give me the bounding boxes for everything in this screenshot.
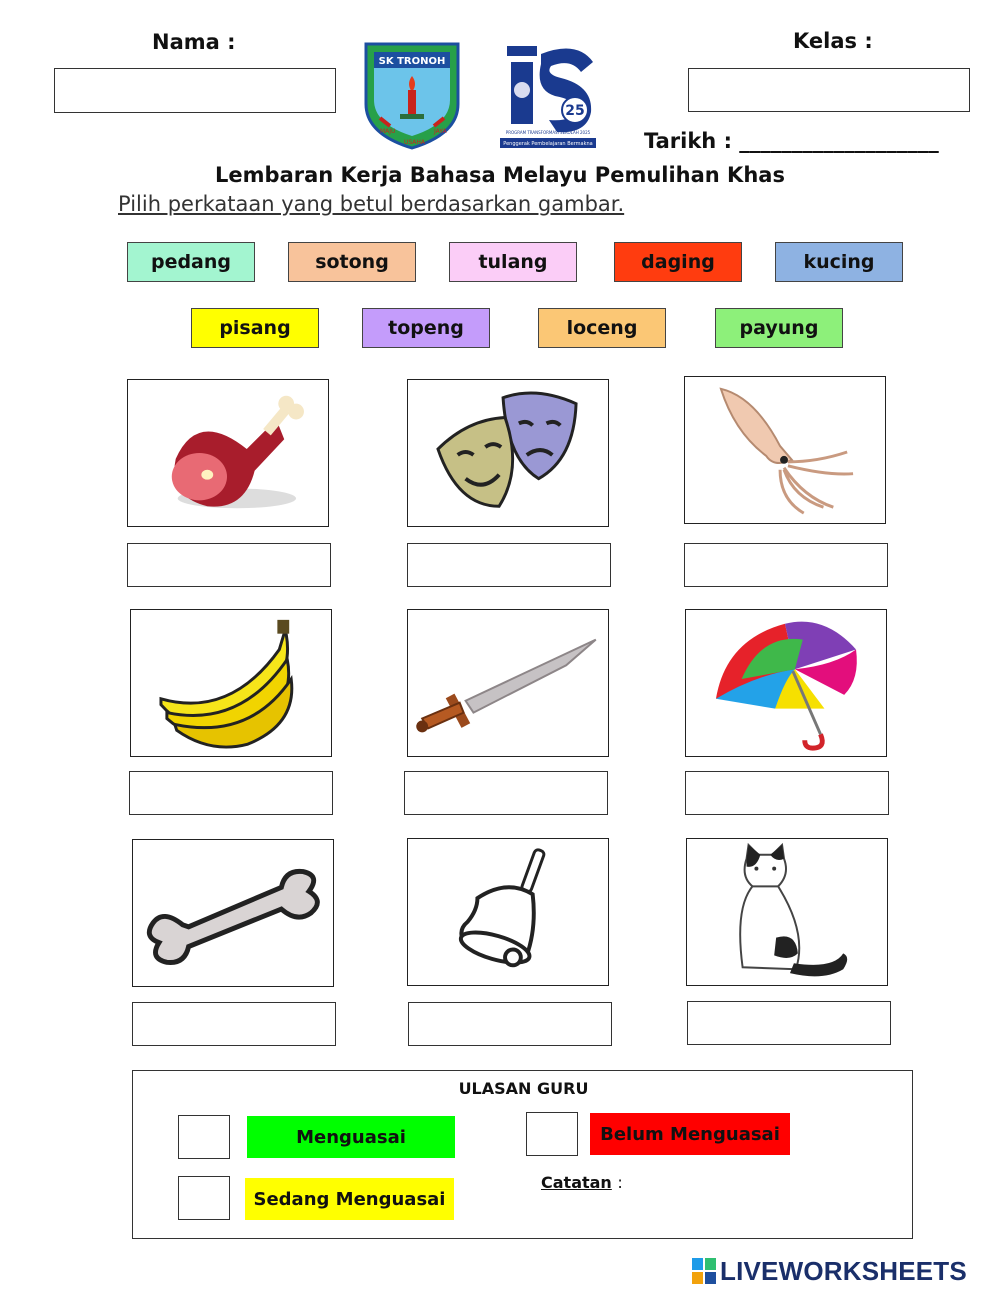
- pts-caption: PROGRAM TRANSFORMASI SEKOLAH 2025: [505, 130, 591, 135]
- banana-icon: [131, 610, 331, 756]
- answer-banana[interactable]: [129, 771, 333, 815]
- word-tulang[interactable]: [449, 242, 577, 282]
- notes-label-wrap: [541, 1173, 623, 1192]
- bell-picture: [407, 838, 609, 986]
- word-label: tulang: [478, 251, 548, 273]
- word-pisang[interactable]: [191, 308, 319, 348]
- liveworksheets-brand: LIVEWORKSHEETS: [720, 1255, 967, 1286]
- word-label: sotong: [315, 251, 389, 273]
- name-label: Nama :: [152, 30, 236, 54]
- word-payung[interactable]: [715, 308, 843, 348]
- word-label: pedang: [150, 251, 232, 273]
- answer-meat[interactable]: [127, 543, 331, 587]
- crest-motto-2: USAHA: [404, 139, 426, 146]
- liveworksheets-mark-icon: [692, 1258, 716, 1284]
- word-label: kucing: [803, 251, 875, 273]
- review-title: ULASAN GURU: [458, 1079, 589, 1098]
- word-topeng[interactable]: [362, 308, 490, 348]
- answer-bell[interactable]: [408, 1002, 612, 1046]
- answer-cat[interactable]: [687, 1001, 891, 1045]
- pts-logo: [497, 40, 599, 152]
- sword-icon: [408, 610, 608, 756]
- in-progress-label: Sedang Menguasai: [245, 1178, 454, 1220]
- class-input[interactable]: [688, 68, 970, 112]
- word-label: daging: [641, 251, 715, 273]
- theatre-masks-icon: [408, 380, 608, 526]
- word-pedang[interactable]: [127, 242, 255, 282]
- word-loceng[interactable]: [538, 308, 666, 348]
- cat-icon: [687, 839, 887, 985]
- bone-picture: [132, 839, 334, 987]
- name-input[interactable]: [54, 68, 336, 113]
- instructions: Pilih perkataan yang betul berdasarkan gambar.: [118, 192, 625, 216]
- school-crest-logo: [360, 38, 464, 150]
- meat-icon: [128, 380, 328, 526]
- mastered-checkbox[interactable]: [178, 1115, 230, 1159]
- masks-picture: [407, 379, 609, 527]
- word-daging[interactable]: [614, 242, 742, 282]
- meat-picture: [127, 379, 329, 527]
- answer-sword[interactable]: [404, 771, 608, 815]
- answer-bone[interactable]: [132, 1002, 336, 1046]
- bell-icon: [408, 839, 608, 985]
- sword-picture: [407, 609, 609, 757]
- word-sotong[interactable]: [288, 242, 416, 282]
- date-label: Tarikh : ___________________: [644, 129, 939, 153]
- in-progress-checkbox[interactable]: [178, 1176, 230, 1220]
- class-label: Kelas :: [793, 29, 873, 53]
- word-label: loceng: [566, 317, 638, 339]
- mastered-label: Menguasai: [247, 1116, 455, 1158]
- word-label: payung: [739, 317, 819, 339]
- answer-squid[interactable]: [684, 543, 888, 587]
- squid-icon: [685, 377, 885, 523]
- banana-picture: [130, 609, 332, 757]
- liveworksheets-logo: [692, 1256, 992, 1286]
- answer-masks[interactable]: [407, 543, 611, 587]
- squid-picture: [684, 376, 886, 524]
- cat-picture: [686, 838, 888, 986]
- umbrella-icon: [686, 610, 886, 756]
- word-label: topeng: [388, 317, 464, 339]
- pts-tagline: Penggerak Pembelajaran Bermakna: [503, 141, 593, 147]
- word-label: pisang: [219, 317, 291, 339]
- bone-icon: [133, 840, 333, 986]
- umbrella-picture: [685, 609, 887, 757]
- not-mastered-checkbox[interactable]: [526, 1112, 578, 1156]
- crest-motto-3: JAYA: [434, 128, 447, 135]
- crest-motto-1: MAJU: [380, 128, 396, 135]
- notes-label: Catatan: [541, 1173, 612, 1192]
- word-kucing[interactable]: [775, 242, 903, 282]
- crest-title: SK TRONOH: [378, 56, 446, 67]
- page-title: Lembaran Kerja Bahasa Melayu Pemulihan Khas: [215, 163, 785, 187]
- answer-umbrella[interactable]: [685, 771, 889, 815]
- notes-colon: :: [617, 1173, 623, 1192]
- not-mastered-label: Belum Menguasai: [590, 1113, 790, 1155]
- pts-number: 25: [565, 103, 585, 119]
